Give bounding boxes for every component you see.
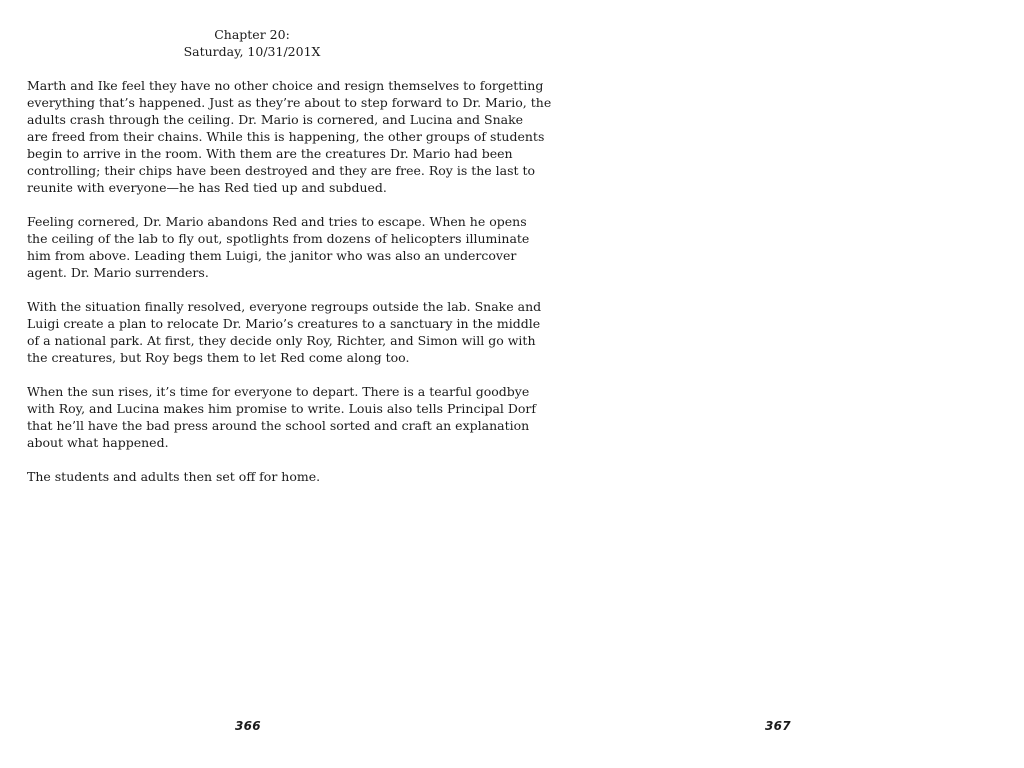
text-line: the creatures, but Roy begs them to let Red come along too.: [27, 350, 410, 365]
paragraph-4: [27, 383, 537, 451]
page-number-left: 366: [235, 719, 261, 733]
text-line: When the sun rises, it’s time for everyone to depart. There is a tearful goodbye: [27, 384, 530, 399]
paragraph-1: [27, 77, 552, 196]
right-page: [512, 0, 1024, 768]
text-line: reunite with everyone—he has Red tied up and subdued.: [27, 180, 387, 195]
text-line: him from above. Leading them Luigi, the janitor who was also an undercover: [27, 248, 517, 263]
text-line: Marth and Ike feel they have no other choice and resign themselves to forgetting: [27, 78, 544, 93]
text-line: Feeling cornered, Dr. Mario abandons Red and tries to escape. When he opens: [27, 214, 527, 229]
paragraph-5: [27, 468, 477, 485]
chapter-title: Chapter 20:: [214, 27, 290, 42]
text-line: With the situation finally resolved, everyone regroups outside the lab. Snake and: [27, 299, 542, 314]
page-number-right: 367: [765, 719, 791, 733]
text-line: The students and adults then set off for home.: [27, 469, 321, 484]
chapter-body: [27, 77, 552, 502]
chapter-heading: [27, 26, 477, 60]
paragraph-2: [27, 213, 530, 281]
text-line: of a national park. At first, they decide only Roy, Richter, and Simon will go with: [27, 333, 536, 348]
text-line: begin to arrive in the room. With them are the creatures Dr. Mario had been: [27, 146, 513, 161]
text-line: are freed from their chains. While this is happening, the other groups of students: [27, 129, 545, 144]
text-line: the ceiling of the lab to fly out, spotlights from dozens of helicopters illuminate: [27, 231, 530, 246]
text-line: controlling; their chips have been destroyed and they are free. Roy is the last to: [27, 163, 536, 178]
text-line: that he’ll have the bad press around the school sorted and craft an explanation: [27, 418, 530, 433]
text-line: with Roy, and Lucina makes him promise to write. Louis also tells Principal Dorf: [27, 401, 537, 416]
text-line: about what happened.: [27, 435, 169, 450]
paragraph-3: [27, 298, 542, 366]
text-line: agent. Dr. Mario surrenders.: [27, 265, 209, 280]
text-line: adults crash through the ceiling. Dr. Mario is cornered, and Lucina and Snake: [27, 112, 524, 127]
chapter-date: Saturday, 10/31/201X: [183, 44, 321, 59]
text-line: everything that’s happened. Just as they’re about to step forward to Dr. Mario, the: [27, 95, 552, 110]
text-line: Luigi create a plan to relocate Dr. Mario’s creatures to a sanctuary in the middle: [27, 316, 541, 331]
